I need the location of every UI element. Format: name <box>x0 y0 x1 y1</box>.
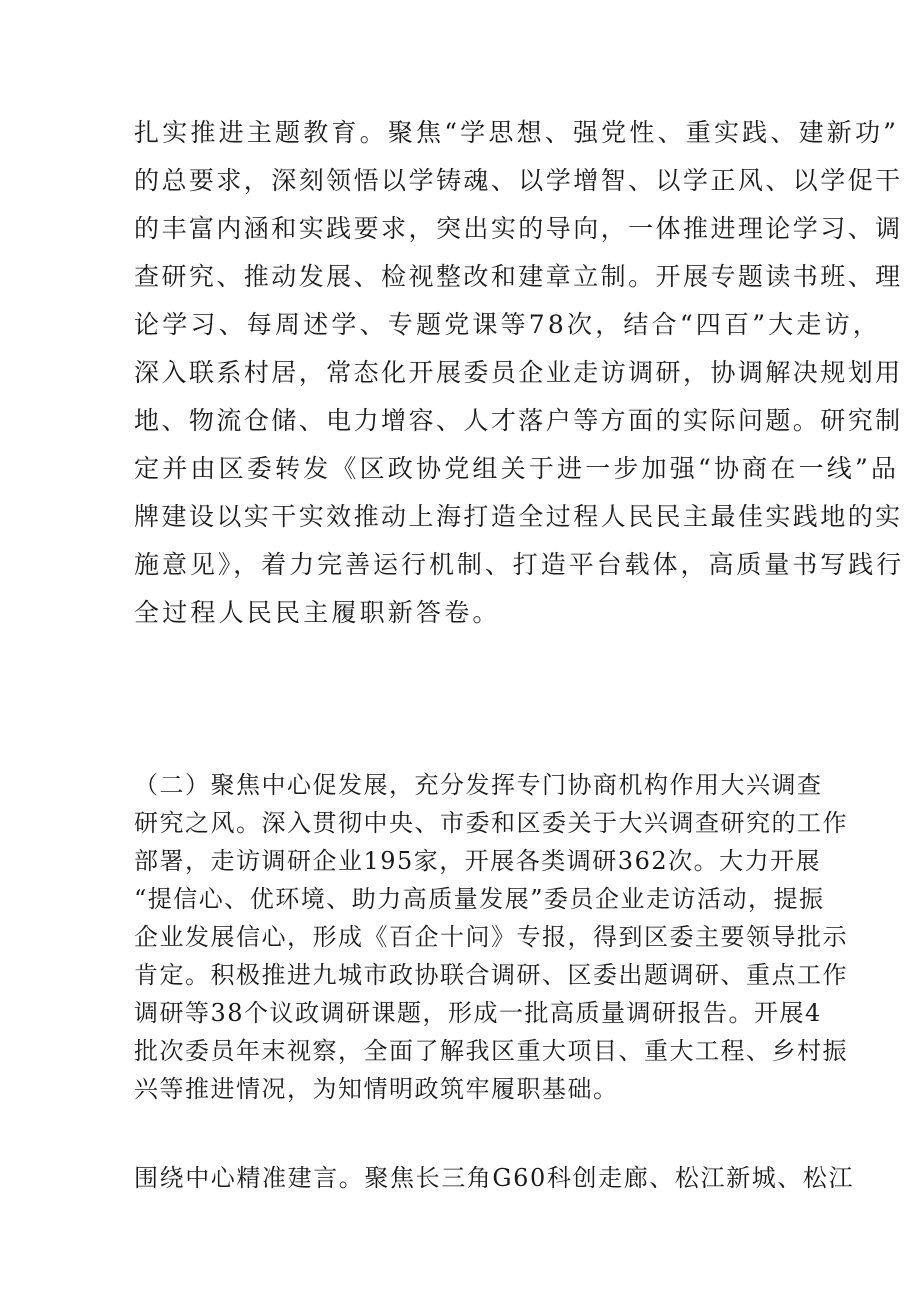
paragraph-line: 围绕中心精准建言。聚焦长三角G60科创走廊、松江新城、松江 <box>134 1164 855 1192</box>
paragraph-line: 部署，走访调研企业195家，开展各类调研362次。大力开展 <box>134 847 822 875</box>
paragraph-line: 查研究、推动发展、检视整改和建章立制。开展专题读书班、理 <box>134 262 903 291</box>
paragraph-line: （二）聚焦中心促发展，充分发挥专门协商机构作用大兴调查 <box>134 771 823 799</box>
paragraph-line: 的总要求，深刻领悟以学铸魂、以学增智、以学正风、以学促干 <box>134 166 903 195</box>
paragraph-line: 兴等推进情况，为知情明政筑牢履职基础。 <box>134 1075 619 1103</box>
paragraph-line: 扎实推进主题教育。聚焦“学思想、强党性、重实践、建新功” <box>134 118 900 147</box>
paragraph-line: 研究之风。深入贯彻中央、市委和区委关于大兴调查研究的工作 <box>134 809 848 837</box>
paragraph-line: 的丰富内涵和实践要求，突出实的导向，一体推进理论学习、调 <box>134 214 903 243</box>
paragraph-line: 定并由区委转发《区政协党组关于进一步加强“协商在一线”品 <box>134 454 900 483</box>
paragraph-line: 深入联系村居，常态化开展委员企业走访调研，协调解决规划用 <box>134 358 903 387</box>
paragraph-line: 地、物流仓储、电力增容、人才落户等方面的实际问题。研究制 <box>134 406 903 435</box>
paragraph-line: 批次委员年末视察，全面了解我区重大项目、重大工程、乡村振 <box>134 1037 848 1065</box>
paragraph-line: “提信心、优环境、助力高质量发展”委员企业走访活动，提振 <box>134 885 825 913</box>
paragraph-line: 企业发展信心，形成《百企十问》专报，得到区委主要领导批示 <box>134 923 848 951</box>
paragraph-line: 牌建设以实干实效推动上海打造全过程人民民主最佳实践地的实 <box>134 502 903 531</box>
paragraph-line: 论学习、每周述学、专题党课等78次，结合“四百”大走访， <box>134 310 881 339</box>
paragraph-line: 肯定。积极推进九城市政协联合调研、区委出题调研、重点工作 <box>134 961 848 989</box>
paragraph-line: 全过程人民民主履职新答卷。 <box>134 598 501 627</box>
paragraph-line: 调研等38个议政调研课题，形成一批高质量调研报告。开展4 <box>134 999 822 1027</box>
paragraph-line: 施意见》，着力完善运行机制、打造平台载体，高质量书写践行 <box>134 550 905 579</box>
